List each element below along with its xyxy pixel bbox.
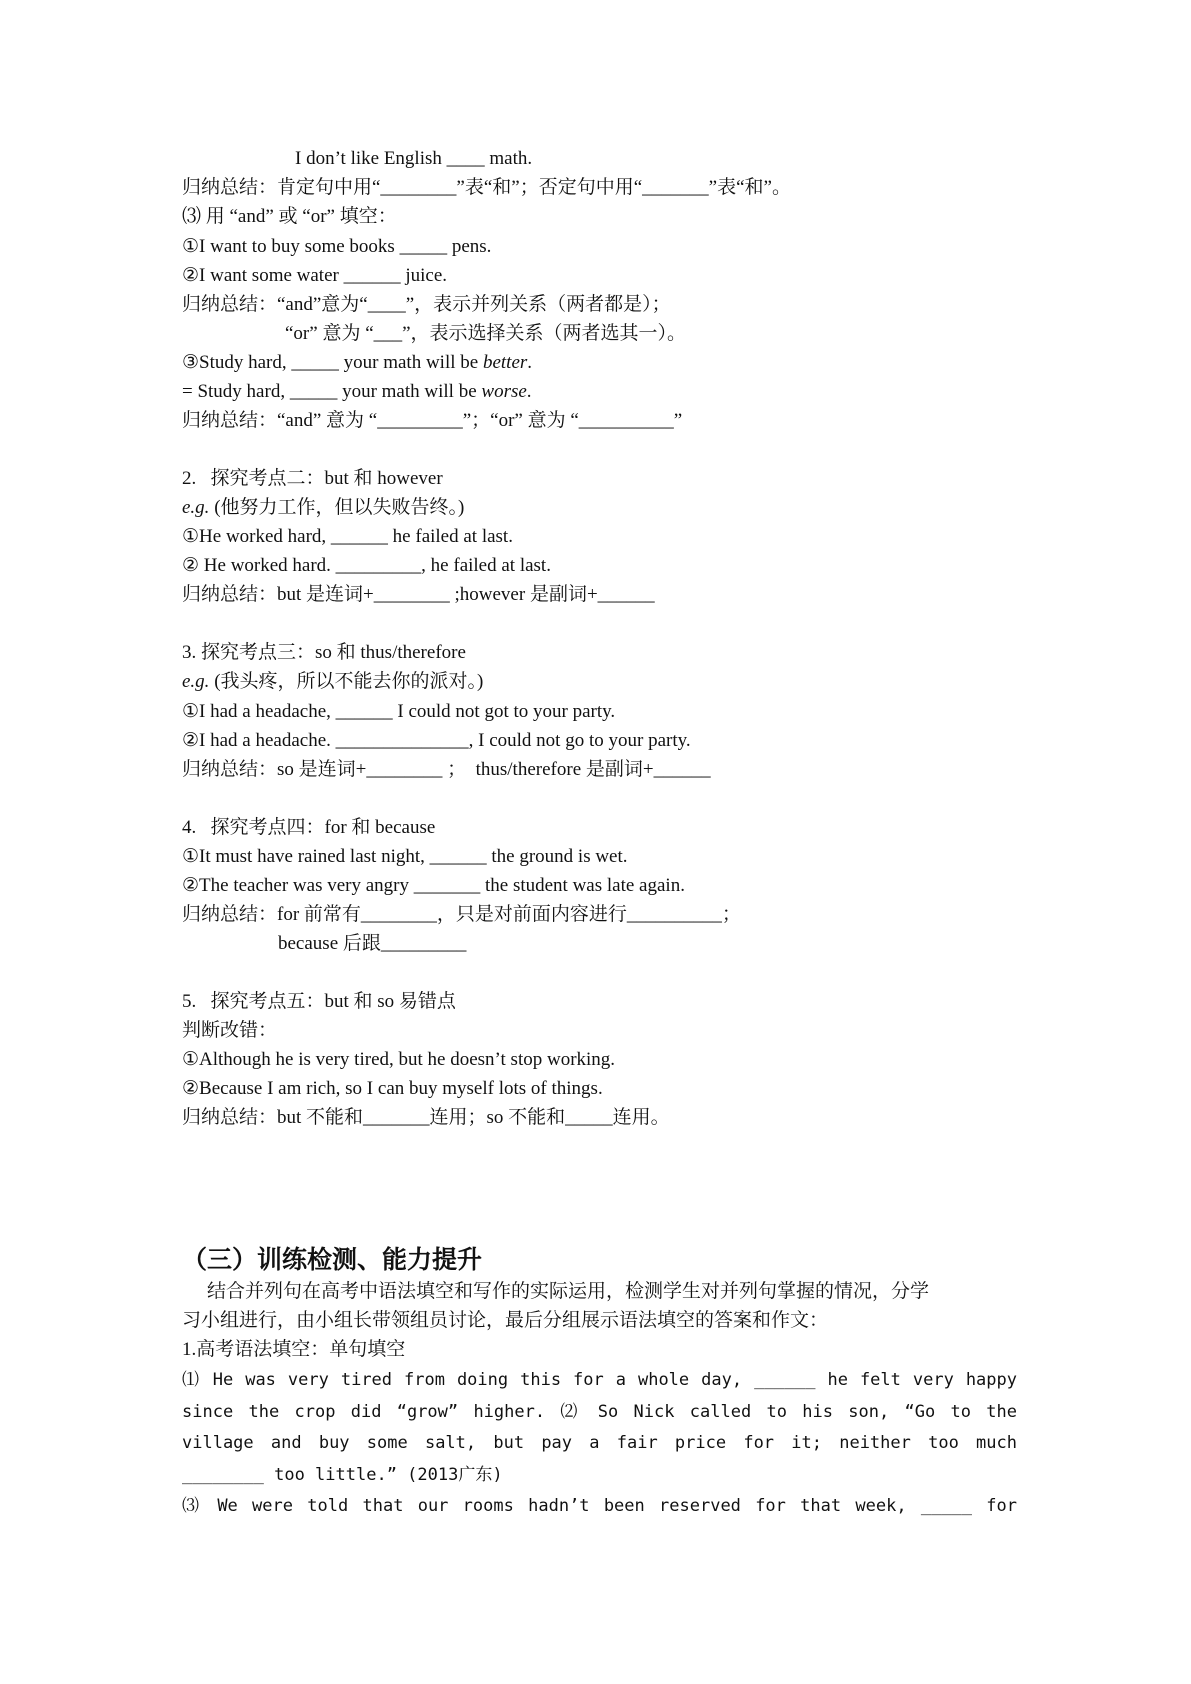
sentence-study-worse bbox=[182, 377, 532, 407]
correct-errors-label: 判断改错： bbox=[182, 1020, 278, 1041]
summary-for: 归纳总结：for 前常有________，只是对前面内容进行__________； bbox=[182, 904, 741, 925]
example-2-prompt bbox=[182, 493, 464, 523]
sentence-headache-therefore: ②I had a headache. ______________, I could not go to your party. bbox=[182, 730, 691, 751]
sentence-text: = Study hard, _____ your math will be bbox=[182, 381, 482, 402]
sentence-text: ③Study hard, _____ your math will be bbox=[182, 352, 483, 373]
example-text: (他努力工作，但以失败告终。) bbox=[209, 497, 465, 518]
sentence-study-better bbox=[182, 348, 532, 378]
sentence-books-pens: ①I want to buy some books _____ pens. bbox=[182, 236, 492, 257]
exercise-line-4: ________ too little.” (2013广东) bbox=[182, 1465, 503, 1485]
sentence-although-but: ①Although he is very tired, but he doesn’t stop working. bbox=[182, 1049, 616, 1070]
intro-line-2: 习小组进行，由小组长带领组员讨论，最后分组展示语法填空的答案和作文： bbox=[182, 1310, 829, 1331]
eg-label: e.g. bbox=[182, 497, 210, 518]
italic-word: better bbox=[482, 352, 528, 373]
topic-5-heading: 5. 探究考点五：but 和 so 易错点 bbox=[182, 991, 456, 1012]
exercise-line-3: village and buy some salt, but pay a fair price for it; neither too much bbox=[182, 1433, 1017, 1453]
summary-but-so: 归纳总结：but 不能和_______连用；so 不能和_____连用。 bbox=[182, 1107, 670, 1128]
eg-label: e.g. bbox=[182, 671, 210, 692]
topic-3-heading: 3. 探究考点三：so 和 thus/therefore bbox=[182, 642, 466, 663]
instruction-and-or: ⑶ 用 “and” 或 “or” 填空： bbox=[182, 206, 397, 227]
punctuation: . bbox=[527, 352, 533, 373]
sentence-rained-for: ①It must have rained last night, ______ the ground is wet. bbox=[182, 846, 628, 867]
summary-and-meaning: 归纳总结：“and”意为“____”，表示并列关系（两者都是）； bbox=[182, 294, 671, 315]
summary-and-or-affirmative-negative: 归纳总结：肯定句中用“________”表“和”；否定句中用“_______”表“和”。 bbox=[182, 177, 791, 198]
sentence-worked-hard-but: ①He worked hard, ______ he failed at last. bbox=[182, 526, 513, 547]
sentence-water-juice: ②I want some water ______ juice. bbox=[182, 265, 448, 286]
intro-line-1: 结合并列句在高考中语法填空和写作的实际运用，检测学生对并列句掌握的情况，分学 bbox=[207, 1281, 930, 1302]
punctuation: . bbox=[526, 381, 532, 402]
sentence-because-so: ②Because I am rich, so I can buy myself lots of things. bbox=[182, 1078, 603, 1099]
exercise-line-1: ⑴ He was very tired from doing this for a whole day, ______ he felt very happy bbox=[182, 1370, 1017, 1390]
sentence-angry-because: ②The teacher was very angry _______ the student was late again. bbox=[182, 875, 685, 896]
exercise-heading: 1.高考语法填空：单句填空 bbox=[182, 1339, 406, 1360]
italic-word: worse bbox=[481, 381, 527, 402]
exercise-line-5: ⑶ We were told that our rooms hadn’t been reserved for that week, _____ for bbox=[182, 1496, 1017, 1516]
summary-because: because 后跟_________ bbox=[278, 933, 467, 954]
summary-so-thus: 归纳总结：so 是连词+________ ； thus/therefore 是副词+______ bbox=[182, 759, 711, 780]
example-text: (我头疼，所以不能去你的派对。) bbox=[209, 671, 484, 692]
sentence-english-math: I don’t like English ____ math. bbox=[295, 148, 533, 169]
exercise-line-2: since the crop did “grow” higher. ⑵ So Nick called to his son, “Go to the bbox=[182, 1402, 1017, 1422]
sentence-worked-hard-however: ② He worked hard. _________, he failed at last. bbox=[182, 555, 551, 576]
summary-but-however: 归纳总结：but 是连词+________ ;however 是副词+______ bbox=[182, 584, 655, 605]
topic-4-heading: 4. 探究考点四：for 和 because bbox=[182, 817, 436, 838]
example-3-prompt bbox=[182, 667, 483, 697]
summary-and-or-conditional: 归纳总结：“and” 意为 “_________”；“or” 意为 “__________” bbox=[182, 410, 683, 431]
section-heading: （三）训练检测、能力提升 bbox=[182, 1245, 483, 1274]
summary-or-meaning: “or” 意为 “___”，表示选择关系（两者选其一）。 bbox=[285, 323, 687, 344]
topic-2-heading: 2. 探究考点二：but 和 however bbox=[182, 468, 443, 489]
sentence-headache-so: ①I had a headache, ______ I could not got to your party. bbox=[182, 701, 616, 722]
